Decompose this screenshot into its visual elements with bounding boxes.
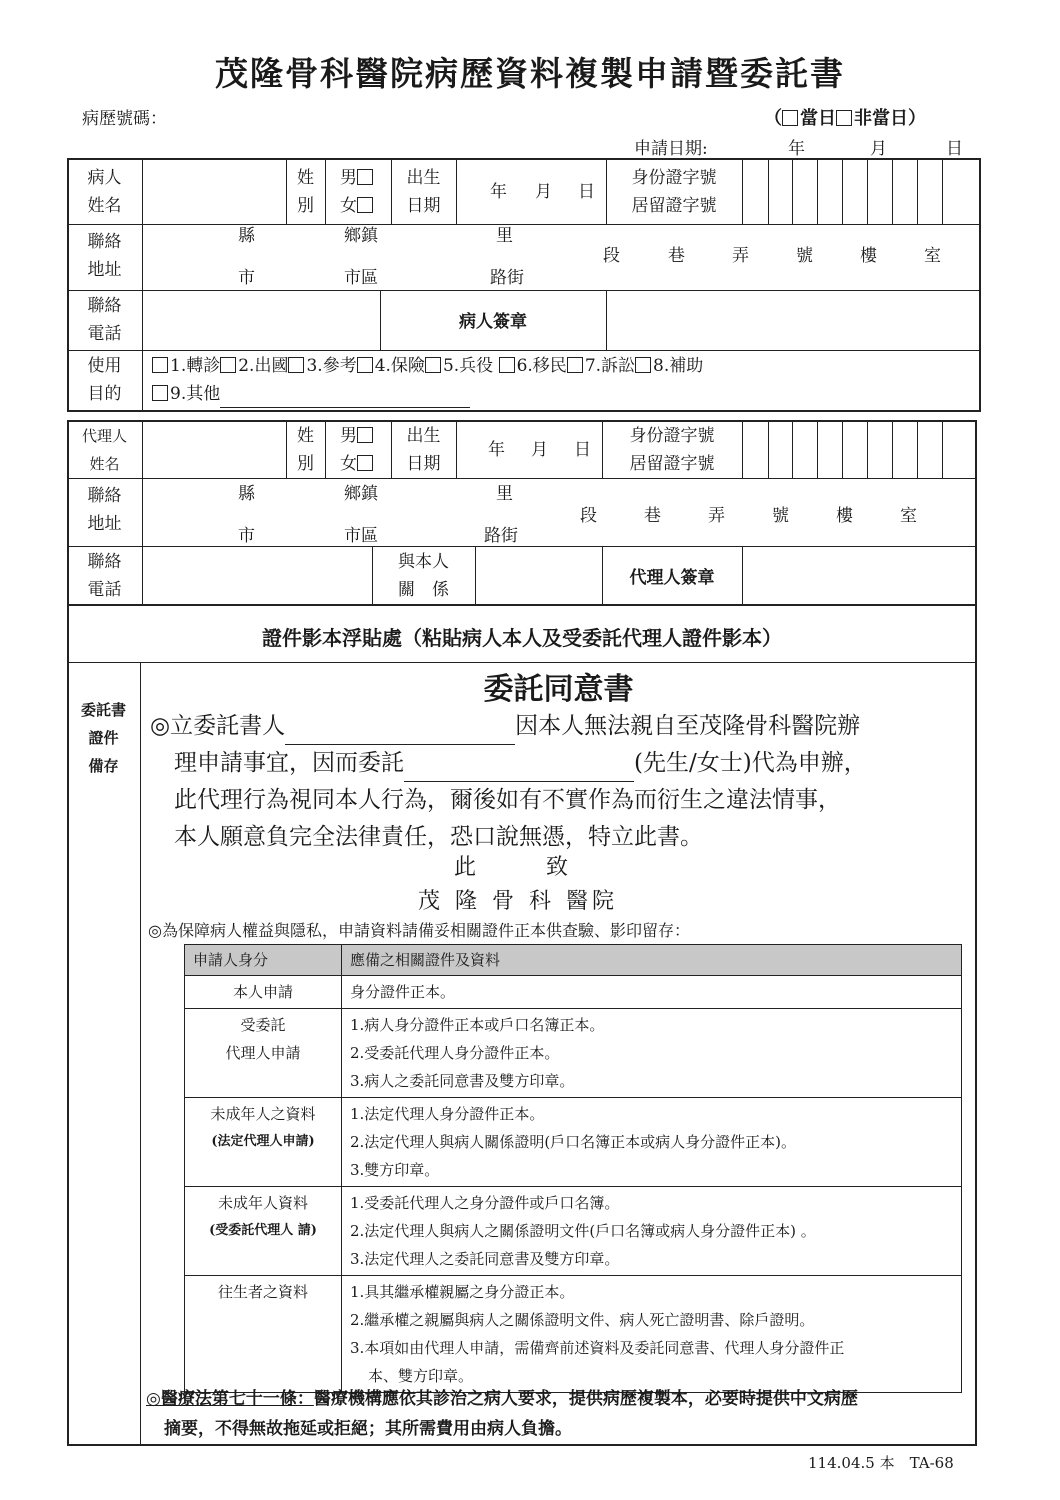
patient-sex-options: 男 女 [340,164,375,220]
date-day: 日 [946,139,963,159]
addr-lane: 巷 [668,246,685,266]
agent-id-label: 身份證字號 居留證字號 [629,426,715,474]
purpose-checkbox-3[interactable] [288,357,304,373]
form-code: 114.04.5 本 TA-68 [808,1454,954,1472]
patient-birth-day: 日 [578,182,595,202]
agent-addr-village: 里 [496,484,513,504]
addr-alley: 弄 [732,246,749,266]
patient-male-checkbox[interactable] [357,169,373,185]
addr-room: 室 [924,246,941,266]
col-documents-header: 應備之相關證件及資料 [342,945,962,976]
patient-birth-month: 月 [535,182,552,202]
urgency-selector: （ 當日 非當日） [764,108,926,129]
agent-birth-day: 日 [574,440,591,460]
consent-side-label: 委託書 證件 備存 [80,701,126,775]
id-paste-area-label: 證件影本浮貼處（粘貼病人本人及受委託代理人證件影本） [262,626,782,650]
agent-birth-label: 出生 日期 [406,426,441,474]
purpose-checkbox-8[interactable] [635,357,651,373]
agent-addr-city: 市 [238,526,255,546]
addr-township: 鄉鎮 [344,226,378,246]
date-month: 月 [870,139,887,159]
application-date-label: 申請日期: [634,139,708,159]
purpose-options: 1.轉診 2.出國 3.參考 4.保險 5.兵役 6.移民 7.訴訟 8.補助 9.其他 [152,352,972,408]
hospital-name: 茂 隆 骨 科 醫院 [418,889,618,914]
patient-address-label: 聯絡 地址 [87,232,122,280]
consent-body: ◎立委託書人 因本人無法親自至茂隆骨科醫院辦 理申請事宜，因而委託 (先生/女士)代為申辦， 此代理行為視同本人行為，爾後如有不實作為而衍生之違法情事， 本人願意負完全法律責任，恐口說無憑，特立此書。 [150,713,867,850]
table-header-row [185,945,962,976]
agent-relation-label: 與本人 關 係 [398,552,449,600]
consent-title: 委託同意書 [483,672,634,707]
col-applicant-header: 申請人身分 [185,945,342,976]
purpose-other-line[interactable] [220,387,470,408]
agent-signature-label: 代理人簽章 [629,568,715,588]
table-row: 未成年人之資料 (法定代理人申請) 1.法定代理人身分證件正本。 2.法定代理人與病人關係證明(戶口名簿正本或病人身分證件正本)。 3.雙方印章。 [185,1098,962,1187]
table-row: 本人申請 身分證件正本。 [185,976,962,1009]
agent-sex-label: 姓 別 [297,426,314,474]
agent-addr-lane: 巷 [644,506,661,526]
addr-road: 路街 [490,268,524,288]
consent-to-2: 致 [546,855,569,880]
agent-addr-road: 路街 [484,526,518,546]
purpose-checkbox-6[interactable] [499,357,515,373]
table-row: 往生者之資料 1.具其繼承權親屬之身分證正本。 2.繼承權之親屬與病人之關係證明文件、病人死亡證明書、除戶證明。 3.本項如由代理人申請，需備齊前述資料及委託同意書、代理人身分證件正 本、雙方印章。 [185,1276,962,1393]
patient-phone-label: 聯絡 電話 [87,296,122,344]
agent-addr-section: 段 [580,506,597,526]
purpose-checkbox-4[interactable] [357,357,373,373]
consenter-name-line[interactable] [285,724,515,745]
addr-city: 市 [238,268,255,288]
agent-addr-township: 鄉鎮 [344,484,378,504]
addr-floor: 樓 [860,246,877,266]
patient-name-label: 病人 姓名 [87,168,122,216]
requirements-table [184,944,962,1393]
agent-addr-district: 市區 [344,526,378,546]
patient-birth-year: 年 [490,182,507,202]
agent-birth-month: 月 [531,440,548,460]
agent-addr-alley: 弄 [708,506,725,526]
table-row: 受委託 代理人申請 1.病人身分證件正本或戶口名簿正本。 2.受委託代理人身分證件正本。 3.病人之委託同意書及雙方印章。 [185,1009,962,1098]
agent-name-line[interactable] [404,761,634,782]
agent-male-checkbox[interactable] [357,427,373,443]
purpose-label: 使用 目的 [87,356,122,404]
purpose-checkbox-1[interactable] [152,357,168,373]
purpose-checkbox-5[interactable] [425,357,441,373]
agent-sex-options: 男 女 [340,422,375,478]
patient-signature-label: 病人簽章 [459,312,527,332]
agent-address-label: 聯絡 地址 [87,486,122,534]
addr-section: 段 [603,246,620,266]
medical-law-note: ◎醫療法第七十一條：醫療機構應依其診治之病人要求，提供病歷複製本，必要時提供中文病歷 摘要，不得無故拖延或拒絕；其所需費用由病人負擔。 [146,1389,858,1439]
record-no-label: 病歷號碼： [82,109,167,129]
patient-sex-label: 姓 別 [297,168,314,216]
date-year: 年 [788,139,805,159]
agent-female-checkbox[interactable] [357,455,373,471]
addr-county: 縣 [238,226,255,246]
patient-id-label: 身份證字號 居留證字號 [631,168,717,216]
addr-number: 號 [796,246,813,266]
agent-addr-room: 室 [900,506,917,526]
agent-phone-label: 聯絡 電話 [87,552,122,600]
agent-addr-county: 縣 [238,484,255,504]
privacy-note: ◎為保障病人權益與隱私，申請資料請備妥相關證件正本供查驗、影印留存： [148,921,690,940]
agent-addr-number: 號 [772,506,789,526]
agent-name-label: 代理人 姓名 [81,427,127,473]
purpose-checkbox-9[interactable] [152,385,168,401]
agent-addr-floor: 樓 [836,506,853,526]
not-same-day-checkbox[interactable] [836,110,852,126]
addr-village: 里 [496,226,513,246]
agent-birth-year: 年 [488,440,505,460]
patient-female-checkbox[interactable] [357,197,373,213]
form-title: 茂隆骨科醫院病歷資料複製申請暨委託書 [215,54,845,93]
patient-birth-label: 出生 日期 [406,168,441,216]
addr-district: 市區 [344,268,378,288]
purpose-checkbox-7[interactable] [567,357,583,373]
consent-to-1: 此 [454,855,477,880]
same-day-checkbox[interactable] [782,110,798,126]
table-row: 未成年人資料 (受委託代理人 請) 1.受委託代理人之身分證件或戶口名簿。 2.法定代理人與病人之關係證明文件(戶口名簿或病人身分證件正本) 。 3.法定代理人之委託同意書及雙方印章。 [185,1187,962,1276]
purpose-checkbox-2[interactable] [220,357,236,373]
